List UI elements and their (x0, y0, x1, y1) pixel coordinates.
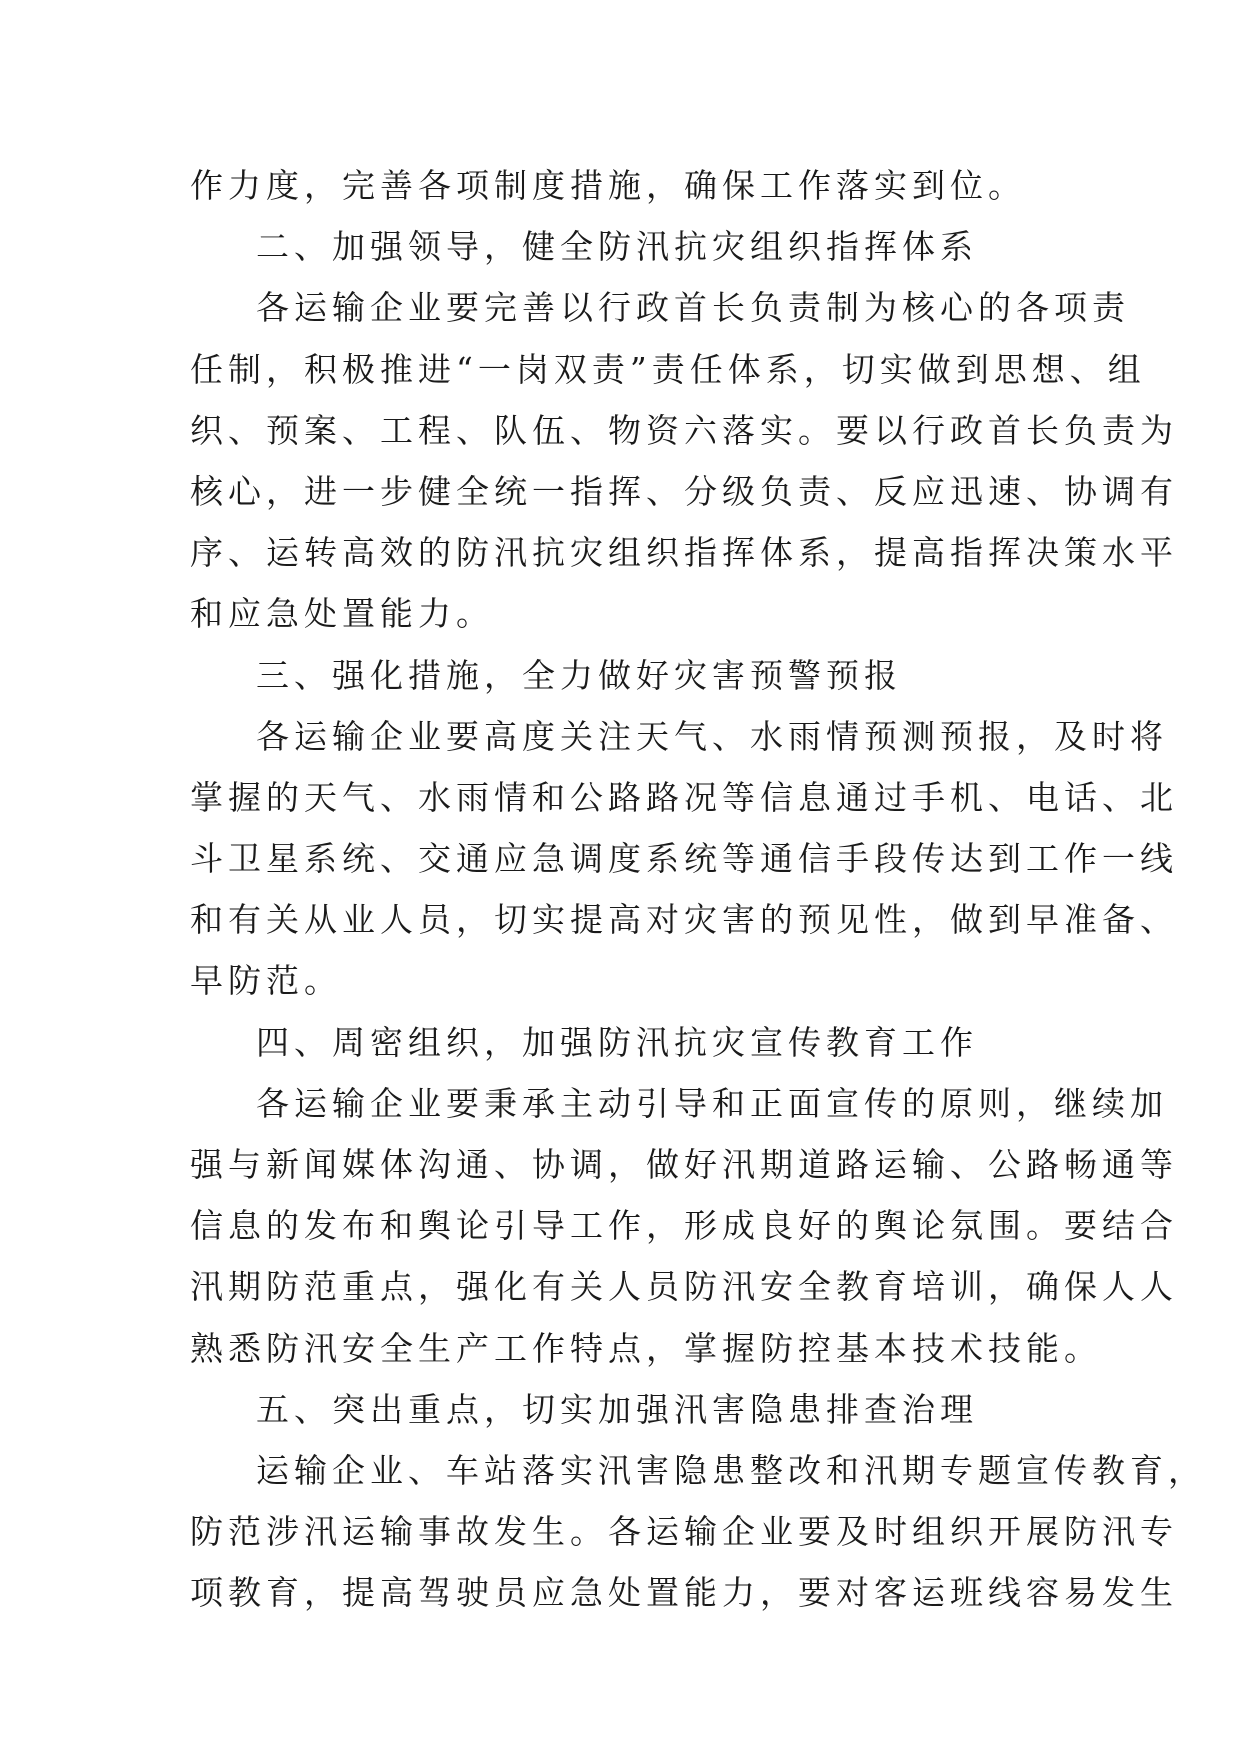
text-line: 和应急处置能力。 (190, 594, 494, 634)
text-line: 强与新闻媒体沟通、协调，做好汛期道路运输、公路畅通等 (190, 1145, 1178, 1184)
text-line: 运输企业、车站落实汛害隐患整改和汛期专题宣传教育， (256, 1450, 1206, 1490)
text-line: 斗卫星系统、交通应急调度系统等通信手段传达到工作一线 (190, 839, 1178, 879)
text-line: 各运输企业要完善以行政首长负责制为核心的各项责 (256, 288, 1130, 328)
text-line: 信息的发布和舆论引导工作，形成良好的舆论氛围。要结合 (190, 1206, 1178, 1246)
text-line: 掌握的天气、水雨情和公路路况等信息通过手机、电话、北 (190, 777, 1178, 817)
text-line: 四、周密组织，加强防汛抗灾宣传教育工作 (256, 1022, 978, 1062)
text-line: 防范涉汛运输事故发生。各运输企业要及时组织开展防汛专 (190, 1512, 1178, 1552)
text-line: 五、突出重点，切实加强汛害隐患排查治理 (256, 1389, 978, 1429)
text-line: 任制，积极推进“一岗双责”责任体系，切实做到思想、组 (190, 349, 1146, 389)
text-line: 序、运转高效的防汛抗灾组织指挥体系，提高指挥决策水平 (190, 533, 1178, 573)
document-body (190, 155, 1206, 1624)
text-line: 汛期防范重点，强化有关人员防汛安全教育培训，确保人人 (190, 1267, 1178, 1307)
text-line: 三、强化措施，全力做好灾害预警预报 (256, 655, 902, 695)
text-line: 二、加强领导，健全防汛抗灾组织指挥体系 (256, 227, 978, 267)
text-line: 各运输企业要秉承主动引导和正面宣传的原则，继续加 (256, 1083, 1168, 1123)
text-line: 织、预案、工程、队伍、物资六落实。要以行政首长负责为 (190, 410, 1178, 450)
text-line: 作力度，完善各项制度措施，确保工作落实到位。 (190, 166, 1026, 205)
text-line: 和有关从业人员，切实提高对灾害的预见性，做到早准备、 (190, 900, 1178, 940)
text-line: 核心，进一步健全统一指挥、分级负责、反应迅速、协调有 (190, 471, 1178, 511)
text-line: 熟悉防汛安全生产工作特点，掌握防控基本技术技能。 (190, 1328, 1102, 1368)
text-line: 各运输企业要高度关注天气、水雨情预测预报，及时将 (256, 716, 1168, 756)
text-line: 项教育，提高驾驶员应急处置能力，要对客运班线容易发生 (190, 1573, 1178, 1613)
text-line: 早防范。 (190, 961, 342, 1001)
